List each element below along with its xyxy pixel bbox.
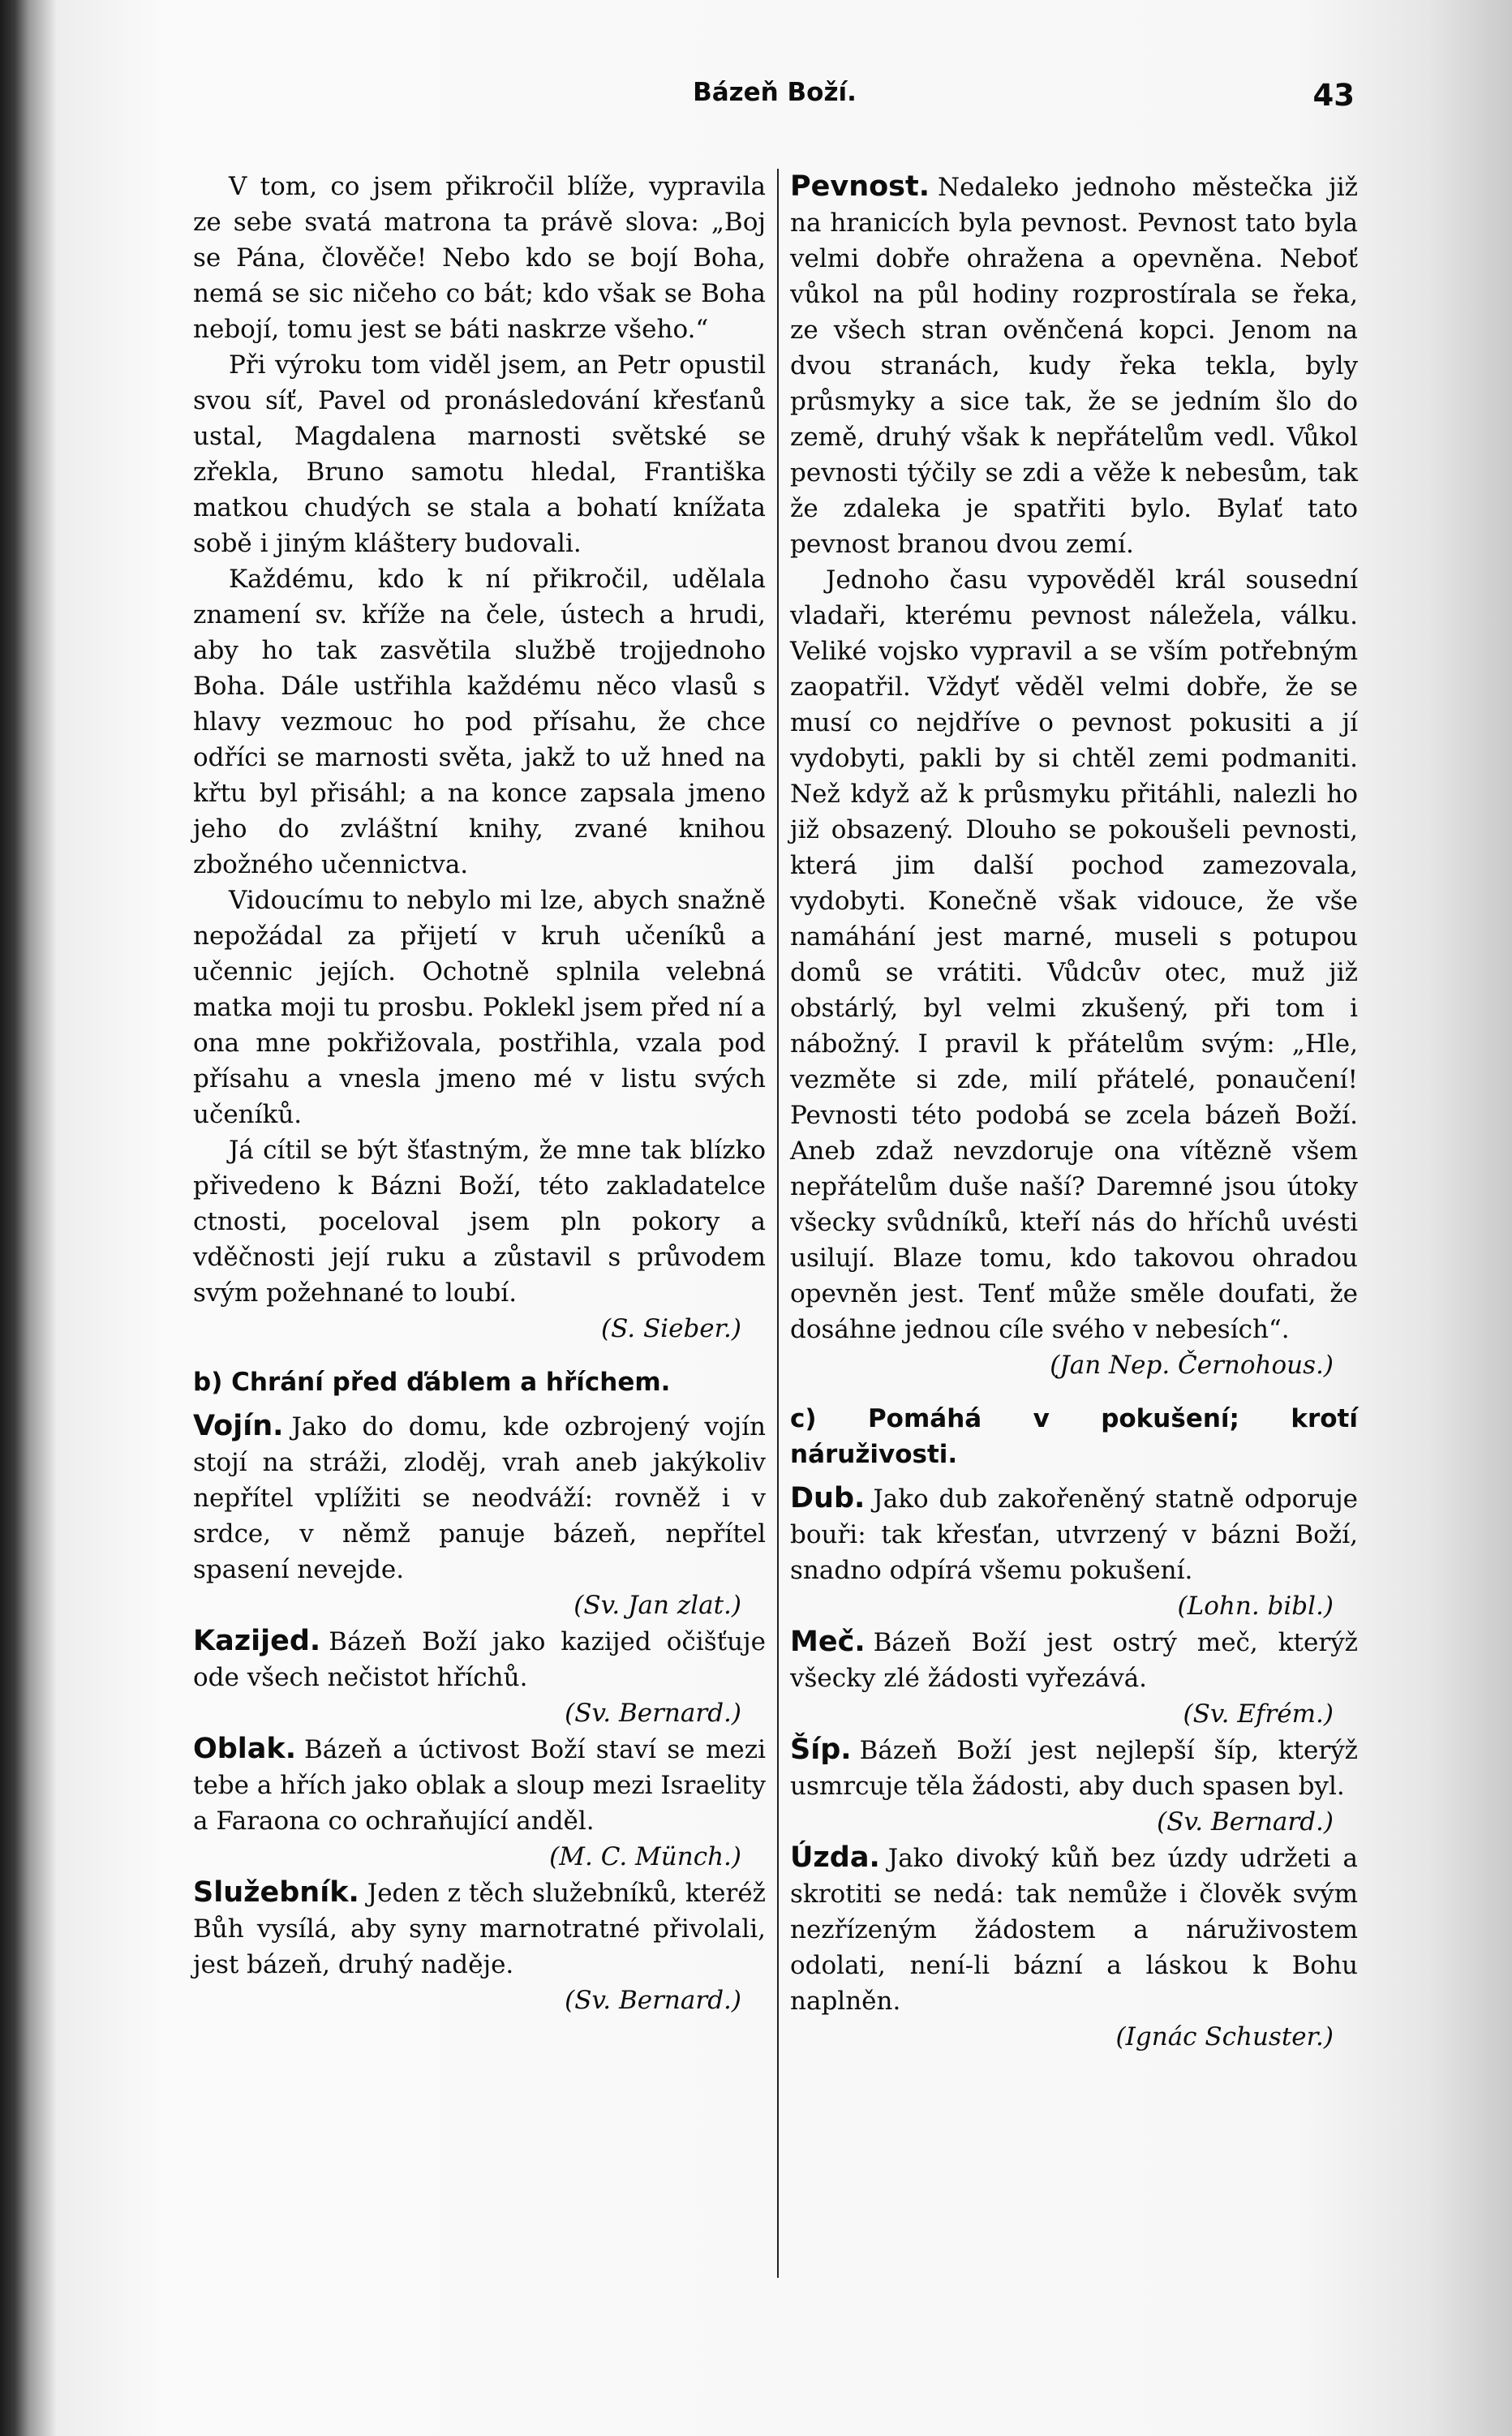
entry-keyword: Služebník. [193,1876,359,1909]
paragraph: Já cítil se být šťastným, že mne tak blízko přivedeno k Bázni Boží, této zakladatelce ctnosti, poceloval jsem pln pokory a vděčnosti její ruku a zůstavil s průvodem svým požehnané to loubí. [193,1136,766,1308]
citation: (Sv. Jan zlat.) [573,1591,741,1620]
section-heading-c: c) Pomáhá v pokušení; krotí náruživosti. [790,1404,1358,1469]
entry-keyword: Dub. [790,1482,866,1514]
citation: (S. Sieber.) [601,1314,741,1343]
right-column [790,169,1358,2055]
entry-sip [790,1732,1358,1804]
entry-sluzebnik [193,1875,766,1983]
entry-text: Jeden z těch služebníků, kteréž Bůh vysílá, aby syny marnotratné přivolali, jest bázeň, druhý naděje. [193,1879,766,1979]
entry-text: Jako dub zakořeněný statně odporuje bouři: tak křesťan, utvrzený v bázni Boží, snadno odpírá všemu pokušení. [790,1484,1358,1585]
entry-text: Jako do domu, kde ozbrojený vojín stojí na stráži, zloděj, vrah aneb jakýkoliv nepřítel vplížiti se neodváží: rovněž i v srdce, v němž panuje bázeň, nepřítel spasení nevejde. [193,1412,766,1584]
section-heading-b: b) Chrání před ďáblem a hříchem. [193,1368,671,1397]
citation: (Sv. Efrém.) [1183,1699,1334,1729]
entry-keyword: Šíp. [790,1734,852,1766]
paragraph: V tom, co jsem přikročil blíže, vypravila ze sebe svatá matrona ta právě slova: „Boj se Pána, člověče! Nebo kdo se bojí Boha, nemá se sic ničeho co bát; kdo však se Boha nebojí, tomu jest se báti naskrze všeho.“ [193,172,766,344]
citation: (Lohn. bibl.) [1177,1592,1334,1621]
entry-pevnost [790,169,1358,562]
citation: (Sv. Bernard.) [565,1699,741,1728]
entry-mec [790,1624,1358,1696]
entry-keyword: Vojín. [193,1410,284,1442]
entry-text: Bázeň Boží jako kazijed očišťuje ode všech nečistot hříchů. [193,1627,766,1692]
entry-text: Nedaleko jednoho městečka již na hranicích byla pevnost. Pevnost tato byla velmi dobře ohražena a opevněna. Neboť vůkol na půl hodiny rozprostírala se řeka, ze všech stran ověnčená kopci. Jenom na dvou stranách, kudy řeka tekla, byly průsmyky a sice tak, že se jedním šlo do země, druhý však k nepřátelům vedl. Vůkol pevnosti týčily se zdi a věže k nebesům, tak že zdaleka je spatřiti bylo. Bylať tato pevnost branou dvou zemí. [790,173,1358,559]
entry-keyword: Kazijed. [193,1625,321,1657]
entry-oblak [193,1731,766,1839]
running-head-title: Bázeň Boží. [693,78,857,107]
paragraph: Každému, kdo k ní přikročil, udělala znamení sv. kříže na čele, ústech a hrudi, aby ho tak zasvětila službě trojjednoho Boha. Dále ustřihla každému něco vlasů s hlavy vezmouc ho pod přísahu, že chce odříci se marnosti světa, jakž to už hned na křtu byl přisáhl; a na konce zapsala jmeno jeho do zvláštní knihy, zvané knihou zbožného učennictva. [193,565,766,879]
running-head [195,78,1355,118]
entry-text: Bázeň a úctivost Boží staví se mezi tebe a hřích jako oblak a sloup mezi Israelity a Faraona co ochraňující anděl. [193,1735,766,1836]
paragraph: Vidoucímu to nebylo mi lze, abych snažně nepožádal za přijetí v kruh učeníků a učennic jejích. Ochotně splnila velebná matka moji tu prosbu. Poklekl jsem před ní a ona mne pokřižovala, postřihla, vzala pod přísahu a vnesla jmeno mé v listu svých učeníků. [193,886,766,1129]
paragraph: Jednoho času vypověděl král sousední vladaři, kterému pevnost náležela, válku. Veliké vojsko vypravil a se vším potřebným zaopatřil. Vždyť věděl velmi dobře, že se musí co nejdříve o pevnost pokusiti a jí vydobyti, pakli by si chtěl zemi podmaniti. Než když až k průsmyku přitáhli, nalezli ho již obsazený. Dlouho se pokoušeli pevnosti, která jim další pochod zamezovala, vydobyti. Konečně však vidouce, že vše namáhání jest marné, museli s potupou domů se vrátiti. Vůdcův otec, muž již obstárlý, byl velmi zkušený, při tom i nábožný. I pravil k přátelům svým: „Hle, vezměte si zde, milí přátelé, ponaučení! Pevnosti této podobá se zcela bázeň Boží. Aneb zdaž nevzdoruje ona vítězně všem nepřátelům duše naší? Daremné jsou útoky všecky svůdníků, kteří nás do hříchů uvésti usilují. Blaze tomu, kdo takovou ohradou opevněn jest. Tenť může směle doufati, že dosáhne jednou cíle svého v nebesích“. [790,565,1358,1344]
entry-text: Bázeň Boží jest ostrý meč, kterýž všecky zlé žádosti vyřezává. [790,1628,1358,1693]
entry-kazijed [193,1623,766,1695]
entry-dub [790,1480,1358,1588]
citation: (M. C. Münch.) [549,1842,741,1871]
citation: (Sv. Bernard.) [565,1986,741,2015]
entry-uzda [790,1840,1358,2019]
entry-keyword: Úzda. [790,1841,880,1874]
citation: (Jan Nep. Černohous.) [1050,1351,1334,1380]
citation: (Sv. Bernard.) [1157,1807,1334,1837]
entry-text: Bázeň Boží jest nejlepší šíp, kterýž usmrcuje těla žádosti, aby duch spasen byl. [790,1736,1358,1801]
citation: (Ignác Schuster.) [1115,2022,1334,2051]
entry-keyword: Pevnost. [790,170,930,203]
entry-keyword: Meč. [790,1626,866,1658]
entry-text: Jako divoký kůň bez úzdy udržeti a skrotiti se nedá: tak nemůže i člověk svým nezřízeným žádostem a náruživostem odolati, není-li bázní a láskou k Bohu naplněn. [790,1844,1358,2016]
left-column [193,169,766,2018]
column-divider [777,169,779,2278]
paragraph: Při výroku tom viděl jsem, an Petr opustil svou síť, Pavel od pronásledování křesťanů ustal, Magdalena marnosti světské se zřekla, Bruno samotu hledal, Františka matkou chudých se stala a bohatí knížata sobě i jiným kláštery budovali. [193,350,766,558]
page-number: 43 [1312,78,1355,113]
entry-vojin [193,1408,766,1587]
entry-keyword: Oblak. [193,1733,296,1765]
